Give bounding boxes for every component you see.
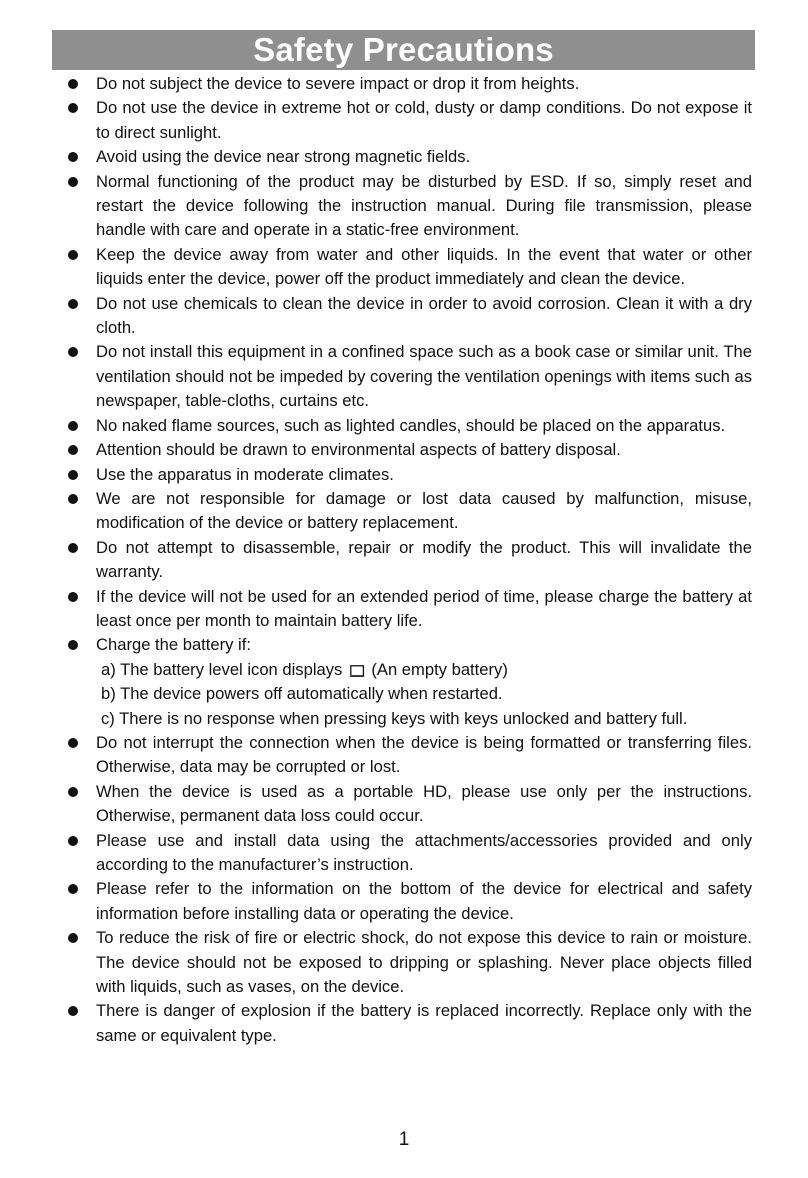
precaution-text: There is danger of explosion if the battery is replaced incorrectly. Replace only with the same or equivalent type. bbox=[96, 1001, 752, 1045]
list-item bbox=[66, 780, 752, 829]
list-item bbox=[66, 414, 752, 438]
precaution-text: To reduce the risk of fire or electric shock, do not expose this device to rain or moisture. The device should not be exposed to dripping or splashing. Never place objects filled with liquids, such as vases, on the device. bbox=[96, 928, 752, 997]
precaution-text: Do not interrupt the connection when the device is being formatted or transferring files. Otherwise, data may be corrupted or lost. bbox=[96, 732, 752, 777]
charge-condition-c: c) There is no response when pressing keys with keys unlocked and battery full. bbox=[101, 708, 688, 728]
bullet-icon bbox=[68, 421, 78, 431]
precaution-text: Please refer to the information on the bottom of the device for electrical and safety information before installing data or operating the device. bbox=[96, 879, 752, 923]
list-item bbox=[66, 243, 752, 292]
precaution-text: Please use and install data using the attachments/accessories provided and only according to the manufacturer’s instruction. bbox=[96, 830, 752, 874]
bullet-icon bbox=[68, 347, 78, 357]
precaution-text: We are not responsible for damage or lost data caused by malfunction, misuse, modification of the device or battery replacement. bbox=[96, 488, 752, 533]
precaution-text: When the device is used as a portable HD, please use only per the instructions. Otherwise, permanent data loss could occur. bbox=[96, 781, 752, 826]
list-item bbox=[66, 487, 752, 536]
bullet-icon bbox=[68, 445, 78, 455]
list-item bbox=[66, 926, 752, 999]
charge-condition-a-note: (An empty battery) bbox=[371, 659, 508, 679]
list-item bbox=[66, 463, 752, 487]
list-item bbox=[66, 585, 752, 634]
precaution-text: Use the apparatus in moderate climates. bbox=[96, 464, 394, 484]
bullet-icon bbox=[68, 250, 78, 260]
list-item bbox=[66, 145, 752, 169]
precaution-text: Do not use chemicals to clean the device in order to avoid corrosion. Clean it with a dry cloth. bbox=[96, 293, 752, 338]
bullet-icon bbox=[68, 177, 78, 187]
page-number: 1 bbox=[398, 1129, 410, 1150]
list-item bbox=[66, 877, 752, 926]
precautions-list bbox=[66, 72, 752, 1048]
bullet-icon bbox=[68, 103, 78, 113]
bullet-icon bbox=[68, 787, 78, 797]
bullet-icon bbox=[68, 152, 78, 162]
bullet-icon bbox=[68, 592, 78, 602]
list-item bbox=[66, 829, 752, 878]
bullet-icon bbox=[68, 543, 78, 553]
bullet-icon bbox=[68, 79, 78, 89]
list-item bbox=[66, 170, 752, 243]
bullet-icon bbox=[68, 933, 78, 943]
charge-battery-item bbox=[66, 633, 752, 731]
list-item bbox=[66, 536, 752, 585]
list-item bbox=[66, 438, 752, 462]
list-item bbox=[66, 96, 752, 145]
bullet-icon bbox=[68, 640, 78, 650]
empty-battery-icon bbox=[350, 665, 365, 677]
bullet-icon bbox=[68, 738, 78, 748]
precaution-text: Keep the device away from water and other liquids. In the event that water or other liquids enter the device, power off the product immediately and clean the device. bbox=[96, 244, 752, 289]
list-item bbox=[66, 72, 752, 96]
charge-condition-a-text: a) The battery level icon displays bbox=[101, 659, 343, 679]
bullet-icon bbox=[68, 470, 78, 480]
precaution-text: Attention should be drawn to environmental aspects of battery disposal. bbox=[96, 440, 621, 460]
list-item bbox=[66, 731, 752, 780]
precaution-text: No naked flame sources, such as lighted candles, should be placed on the apparatus. bbox=[96, 415, 726, 435]
bullet-icon bbox=[68, 836, 78, 846]
precaution-text: Normal functioning of the product may be disturbed by ESD. If so, simply reset and restart the device following the instruction manual. During file transmission, please handle with care and operate in a static-free environment. bbox=[96, 171, 752, 240]
precaution-text: If the device will not be used for an extended period of time, please charge the battery at least once per month to maintain battery life. bbox=[96, 586, 752, 630]
bullet-icon bbox=[68, 494, 78, 504]
bullet-icon bbox=[68, 884, 78, 894]
precaution-text: Do not use the device in extreme hot or cold, dusty or damp conditions. Do not expose it to direct sunlight. bbox=[96, 98, 752, 142]
list-item bbox=[66, 340, 752, 413]
charge-heading: Charge the battery if: bbox=[96, 635, 251, 655]
precaution-text: Do not subject the device to severe impact or drop it from heights. bbox=[96, 74, 580, 93]
precaution-text: Do not attempt to disassemble, repair or modify the product. This will invalidate the warranty. bbox=[96, 537, 752, 582]
precaution-text: Avoid using the device near strong magnetic fields. bbox=[96, 147, 471, 167]
page-title: Safety Precautions bbox=[253, 31, 554, 68]
charge-condition-b: b) The device powers off automatically when restarted. bbox=[101, 684, 503, 704]
charge-condition-a bbox=[96, 658, 752, 682]
list-item bbox=[66, 999, 752, 1048]
precaution-text: Do not install this equipment in a confined space such as a book case or similar unit. The ventilation should not be impeded by covering the ventilation openings with items such as newspaper, table-cloths, curtains etc. bbox=[96, 342, 752, 411]
bullet-icon bbox=[68, 299, 78, 309]
title-bar bbox=[52, 30, 755, 70]
bullet-icon bbox=[68, 1006, 78, 1016]
list-item bbox=[66, 292, 752, 341]
